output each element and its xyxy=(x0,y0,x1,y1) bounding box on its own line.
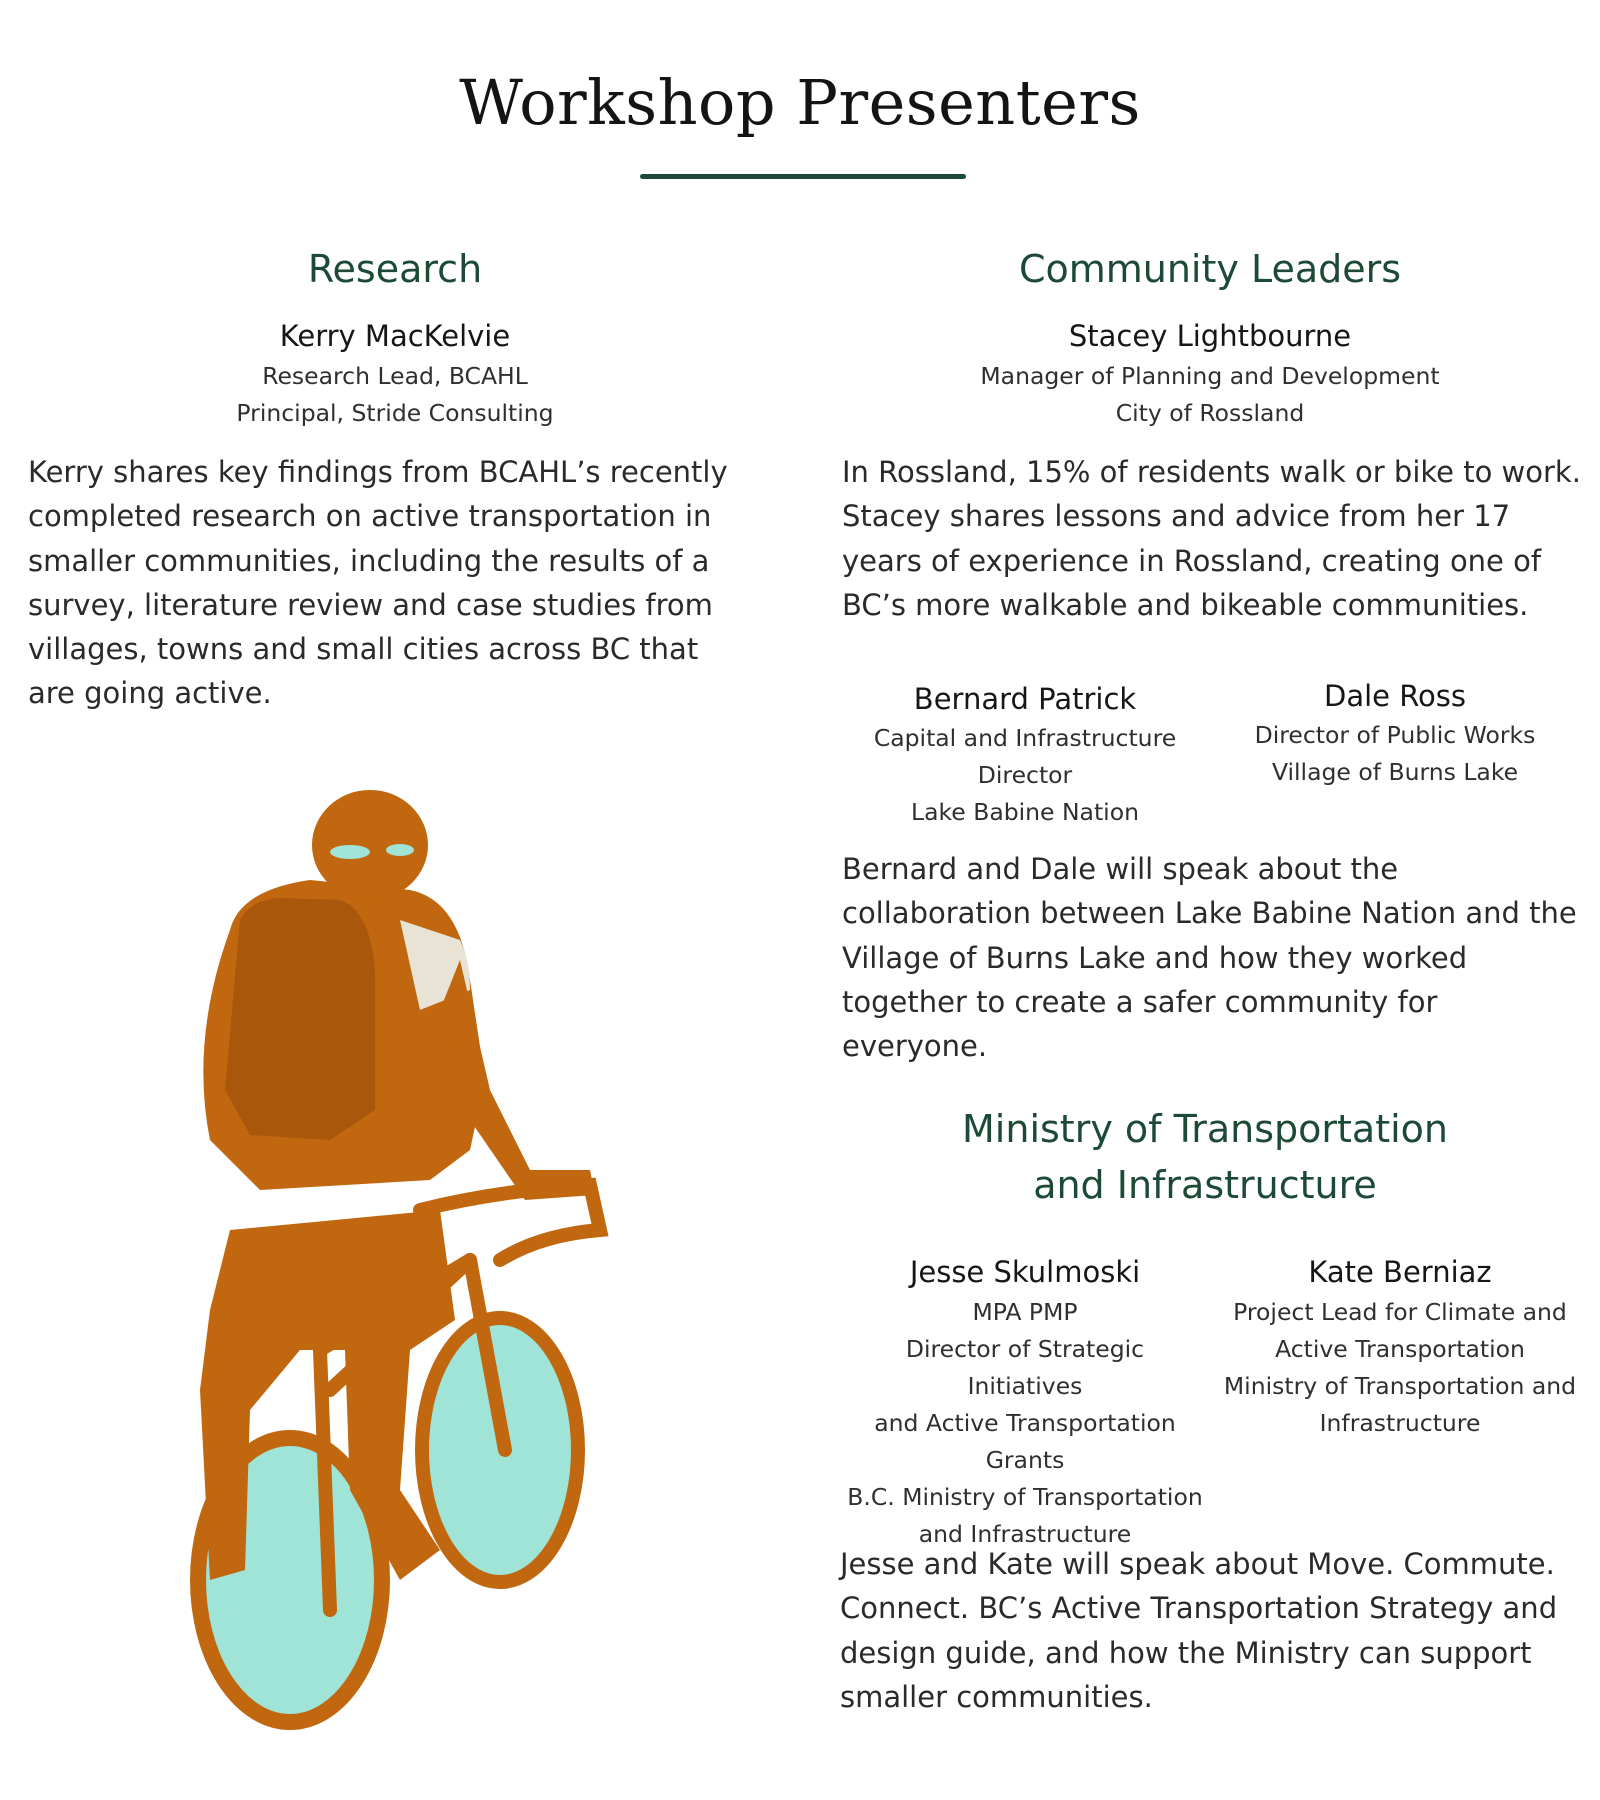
jesse-kate-description: Jesse and Kate will speak about Move. Commute. Connect. BC’s Active Transportation Strategy and design guide, and how the Ministry can support smaller communities. xyxy=(840,1547,1558,1714)
helmet-vent xyxy=(386,844,414,856)
cyclist-illustration xyxy=(170,790,630,1730)
kate-name: Kate Berniaz xyxy=(1308,1255,1492,1289)
ministry-heading-line2: and Infrastructure xyxy=(1033,1163,1377,1207)
research-heading: Research xyxy=(307,247,483,291)
dale-name: Dale Ross xyxy=(1323,679,1467,713)
helmet xyxy=(312,790,428,900)
jesse-name: Jesse Skulmoski xyxy=(909,1255,1141,1289)
stacey-role: Manager of Planning and Development City of Rossland xyxy=(980,362,1440,427)
kate-role: Project Lead for Climate and Active Transportation Ministry of Transportation and Infrastructure xyxy=(1223,1298,1577,1437)
community-leaders-heading: Community Leaders xyxy=(1018,247,1402,291)
research-description: Kerry shares key findings from BCAHL’s recently completed research on active transportation in smaller communities, including the results of a survey, literature review and case studies from villages, towns and small cities across BC that are going active. xyxy=(28,455,728,711)
backpack xyxy=(225,898,375,1140)
bernard-dale-description: Bernard and Dale will speak about the collaboration between Lake Babine Nation and the Village of Burns Lake and how they worked together to create a safer community for everyone. xyxy=(842,852,1577,1064)
helmet-vent xyxy=(330,845,370,859)
stacey-name: Stacey Lightbourne xyxy=(1068,319,1352,353)
research-presenter-name: Kerry MacKelvie xyxy=(279,319,511,353)
rider-arm xyxy=(440,960,595,1200)
research-presenter-role: Research Lead, BCAHL Principal, Stride Consulting xyxy=(236,362,554,427)
bernard-name: Bernard Patrick xyxy=(913,682,1137,716)
title-divider xyxy=(640,174,966,179)
page-title: Workshop Presenters xyxy=(459,66,1141,139)
ministry-heading-line1: Ministry of Transportation xyxy=(962,1107,1448,1151)
stacey-description: In Rossland, 15% of residents walk or bike to work. Stacey shares lessons and advice from her 17 years of experience in Rossland, creating one of BC’s more walkable and bikeable communities. xyxy=(842,455,1581,622)
bernard-role: Capital and Infrastructure Director Lake Babine Nation xyxy=(873,724,1177,826)
jesse-role: MPA PMP Director of Strategic Initiatives and Active Transportation Grants B.C. Ministry of Transportation and Infrastructure xyxy=(847,1298,1203,1548)
dale-role: Director of Public Works Village of Burns Lake xyxy=(1254,721,1536,786)
